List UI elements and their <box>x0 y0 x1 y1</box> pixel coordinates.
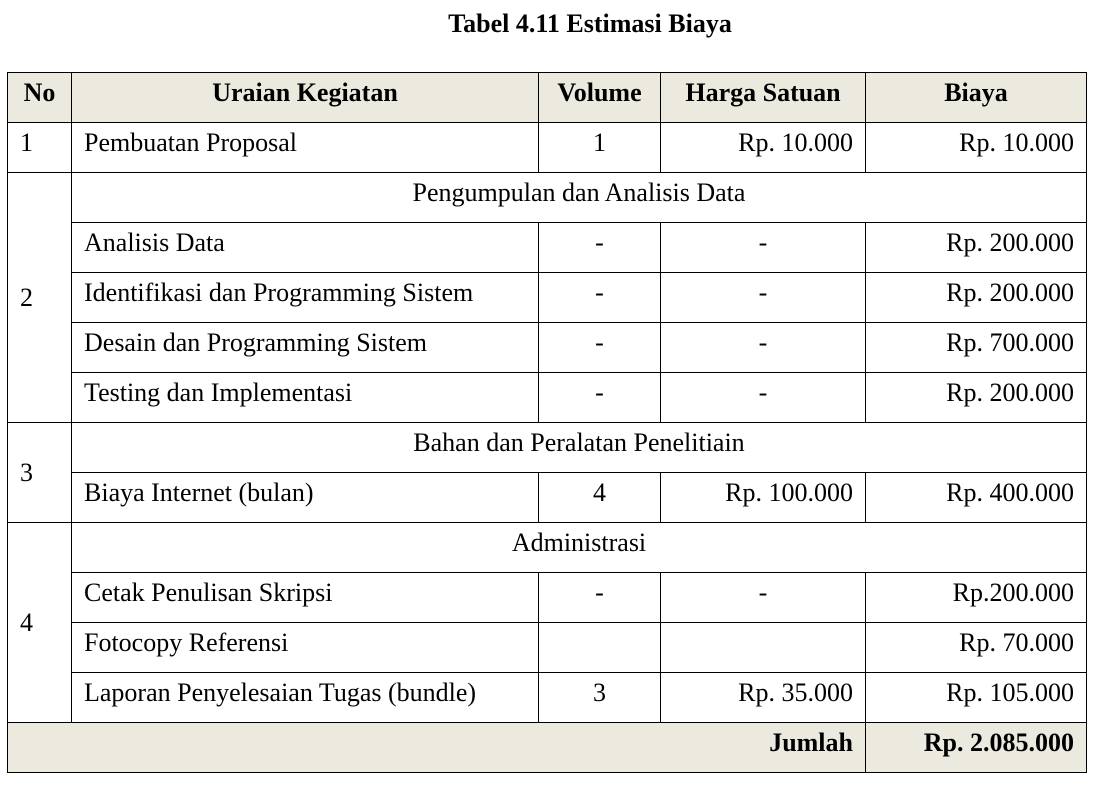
table-caption: Tabel 4.11 Estimasi Biaya <box>448 9 732 38</box>
item-cost: Rp. 200.000 <box>866 373 1087 423</box>
item-volume: - <box>539 373 661 423</box>
group-row <box>8 423 1087 473</box>
header-description: Uraian Kegiatan <box>72 73 539 123</box>
item-unit-price: - <box>661 573 866 623</box>
item-cost: Rp.200.000 <box>866 573 1087 623</box>
cost-estimate-table <box>7 72 1087 773</box>
item-unit-price: - <box>661 223 866 273</box>
item-cost: Rp. 200.000 <box>866 273 1087 323</box>
item-unit-price: - <box>661 373 866 423</box>
item-volume <box>539 623 661 673</box>
item-cost: Rp. 700.000 <box>866 323 1087 373</box>
item-cost: Rp. 10.000 <box>866 123 1087 173</box>
header-cost: Biaya <box>866 73 1087 123</box>
total-row <box>8 723 1087 773</box>
item-cost: Rp. 400.000 <box>866 473 1087 523</box>
header-no: No <box>8 73 72 123</box>
item-unit-price: Rp. 100.000 <box>661 473 866 523</box>
header-volume: Volume <box>539 73 661 123</box>
header-unit-price: Harga Satuan <box>661 73 866 123</box>
item-description: Fotocopy Referensi <box>72 623 539 673</box>
total-label: Jumlah <box>8 723 866 773</box>
item-volume: 4 <box>539 473 661 523</box>
item-description: Cetak Penulisan Skripsi <box>72 573 539 623</box>
item-unit-price: - <box>661 323 866 373</box>
item-volume: 3 <box>539 673 661 723</box>
table-row <box>8 223 1087 273</box>
table-row <box>8 473 1087 523</box>
item-description: Biaya Internet (bulan) <box>72 473 539 523</box>
total-value: Rp. 2.085.000 <box>866 723 1087 773</box>
item-description: Laporan Penyelesaian Tugas (bundle) <box>72 673 539 723</box>
row-number: 4 <box>8 523 72 723</box>
item-volume: - <box>539 573 661 623</box>
item-description: Testing dan Implementasi <box>72 373 539 423</box>
table-row <box>8 373 1087 423</box>
table-row <box>8 123 1087 173</box>
item-cost: Rp. 70.000 <box>866 623 1087 673</box>
item-volume: - <box>539 273 661 323</box>
group-title: Pengumpulan dan Analisis Data <box>72 173 1087 223</box>
item-description: Identifikasi dan Programming Sistem <box>72 273 539 323</box>
item-unit-price: Rp. 10.000 <box>661 123 866 173</box>
group-title: Administrasi <box>72 523 1087 573</box>
row-number: 1 <box>8 123 72 173</box>
row-number: 3 <box>8 423 72 523</box>
item-description: Pembuatan Proposal <box>72 123 539 173</box>
group-row <box>8 173 1087 223</box>
table-row <box>8 673 1087 723</box>
row-number: 2 <box>8 173 72 423</box>
table-row <box>8 573 1087 623</box>
item-unit-price <box>661 623 866 673</box>
item-unit-price: - <box>661 273 866 323</box>
item-cost: Rp. 105.000 <box>866 673 1087 723</box>
item-volume: 1 <box>539 123 661 173</box>
table-row <box>8 273 1087 323</box>
item-volume: - <box>539 223 661 273</box>
item-unit-price: Rp. 35.000 <box>661 673 866 723</box>
group-row <box>8 523 1087 573</box>
item-description: Desain dan Programming Sistem <box>72 323 539 373</box>
group-title: Bahan dan Peralatan Penelitiain <box>72 423 1087 473</box>
table-row <box>8 323 1087 373</box>
item-cost: Rp. 200.000 <box>866 223 1087 273</box>
item-description: Analisis Data <box>72 223 539 273</box>
header-row <box>8 73 1087 123</box>
item-volume: - <box>539 323 661 373</box>
table-row <box>8 623 1087 673</box>
